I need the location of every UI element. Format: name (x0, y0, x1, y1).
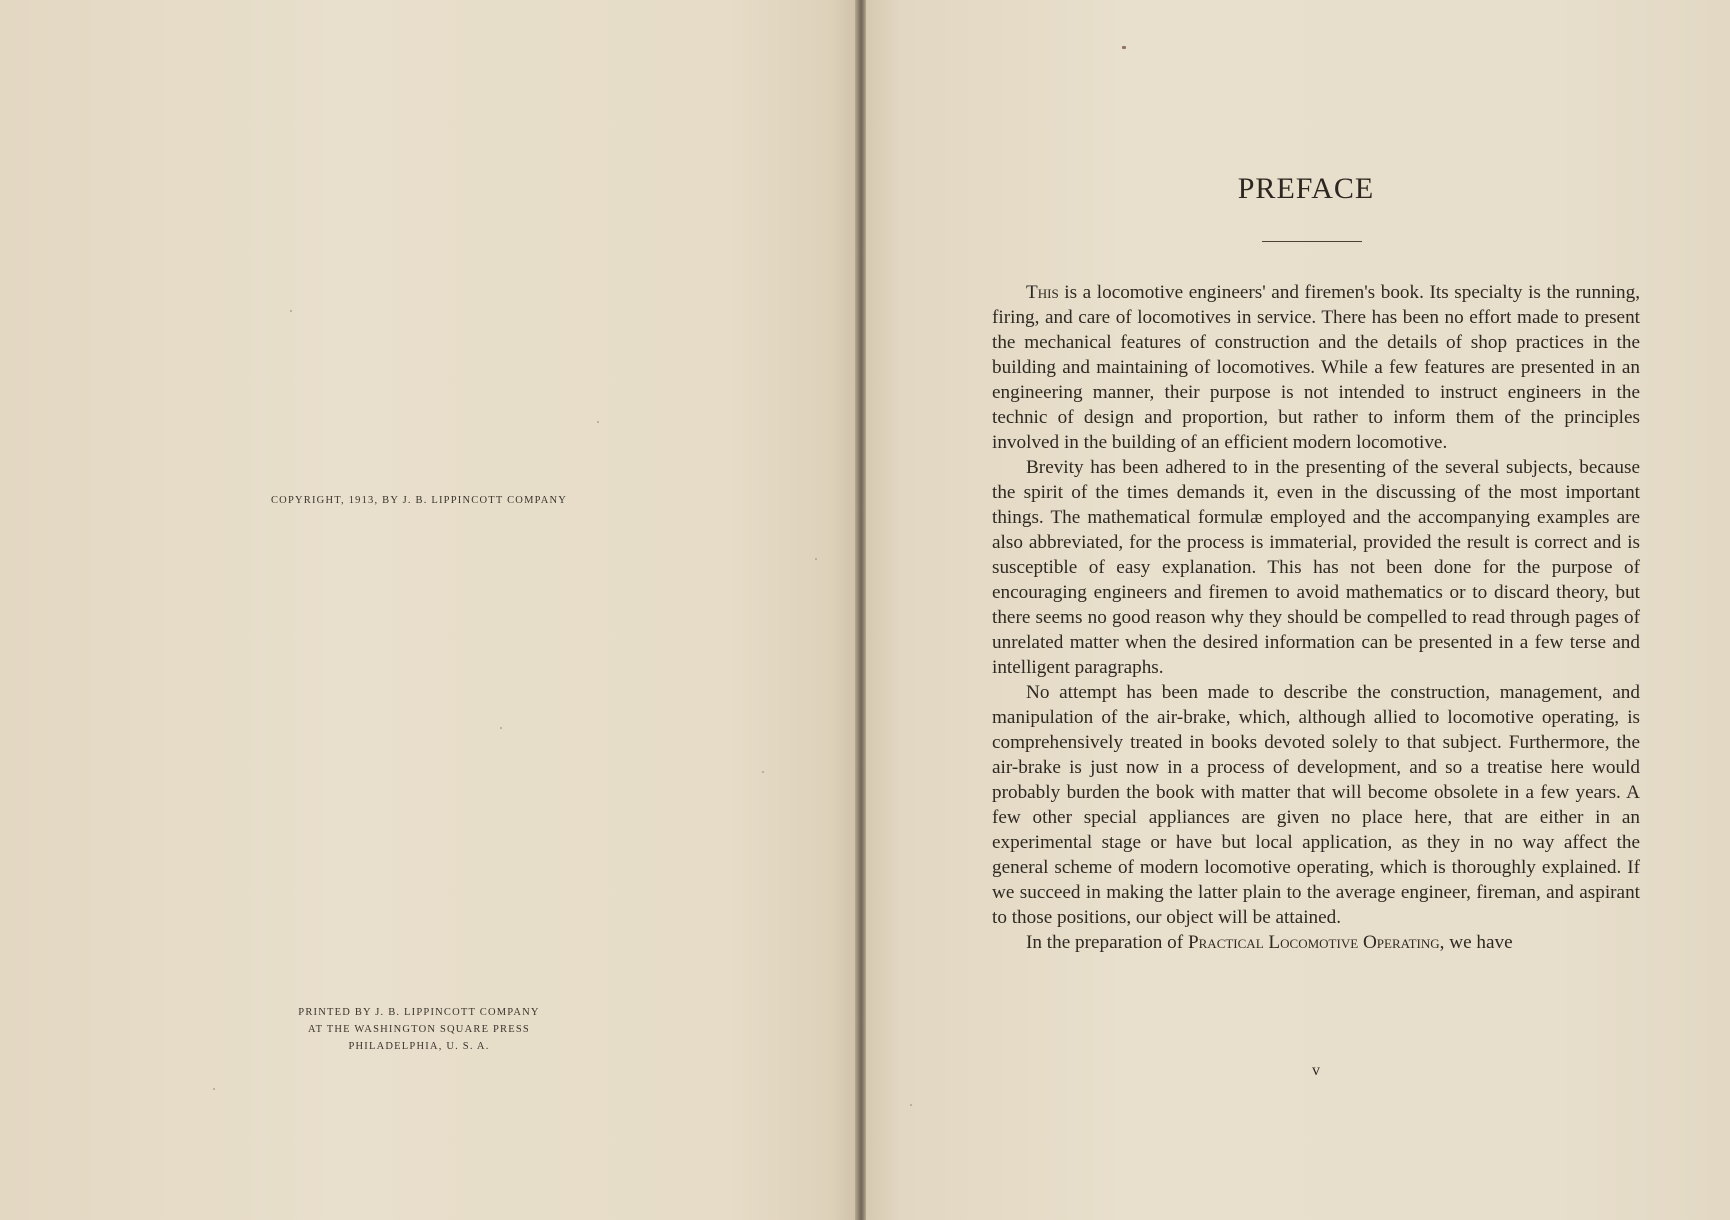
paper-speck (762, 771, 764, 773)
paragraph-1 (992, 280, 1640, 455)
imprint-line-3: PHILADELPHIA, U. S. A. (348, 1041, 490, 1052)
paragraph-4 (992, 930, 1640, 955)
paragraph-4-end: , we have (1439, 932, 1513, 953)
imprint-line-1: PRINTED BY J. B. LIPPINCOTT COMPANY (298, 1007, 540, 1018)
preface-body (992, 280, 1640, 955)
paper-speck (213, 1088, 215, 1090)
book-title-reference: Practical Locomotive Operating (1187, 932, 1440, 953)
paper-speck (290, 310, 292, 312)
paper-speck (500, 727, 502, 729)
printer-imprint (0, 1004, 838, 1055)
left-page (0, 0, 857, 1220)
title-divider (1262, 241, 1362, 242)
paragraph-1-lead: This (1026, 282, 1059, 303)
paper-speck (1122, 46, 1126, 49)
copyright-notice: COPYRIGHT, 1913, BY J. B. LIPPINCOTT COMPANY (270, 495, 568, 506)
imprint-line-2: AT THE WASHINGTON SQUARE PRESS (308, 1024, 530, 1035)
paragraph-2: Brevity has been adhered to in the presenting of the several subjects, because the spirit of the times demands it, even in the discussing of the most important things. The mathematical formulæ employed and the accompanying examples are also abbreviated, for the process is immaterial, provided the result is correct and is susceptible of easy explanation. This has not been done for the purpose of encouraging engineers and firemen to avoid mathematics or to discard theory, but there seems no good reason why they should be compelled to read through pages of unrelated matter when the desired information can be presented in a few terse and intelligent paragraphs. (992, 457, 1640, 678)
paragraph-3: No attempt has been made to describe the construction, management, and manipulation of the air-brake, which, although allied to locomotive operating, is comprehensively treated in books devoted solely to that subject. Furthermore, the air-brake is just now in a process of development, and so a treatise here would probably burden the book with matter that will become obsolete in a few years. A few other special appliances are given no place here, that are either in an experimental stage or have but local application, as they in no way affect the general scheme of modern locomotive operating, which is thoroughly explained. If we succeed in making the latter plain to the average engineer, fireman, and aspirant to those positions, our object will be attained. (992, 682, 1640, 928)
paper-speck (815, 558, 817, 560)
paper-speck (597, 421, 599, 423)
page-number: v (1312, 1062, 1320, 1079)
paper-speck (910, 1104, 912, 1106)
paragraph-4-start: In the preparation of (1026, 932, 1188, 953)
paragraph-1-text: is a locomotive engineers' and firemen's book. Its specialty is the running, firing, and care of locomotives in service. There has been no effort made to present the mechanical features of construction and the details of shop practices in the building and maintaining of locomotives. While a few features are presented in an engineering manner, their purpose is not intended to instruct engineers in the technic of design and proportion, but rather to inform them of the principles involved in the building of an efficient modern locomotive. (992, 282, 1640, 453)
page-title: PREFACE (1237, 172, 1375, 205)
